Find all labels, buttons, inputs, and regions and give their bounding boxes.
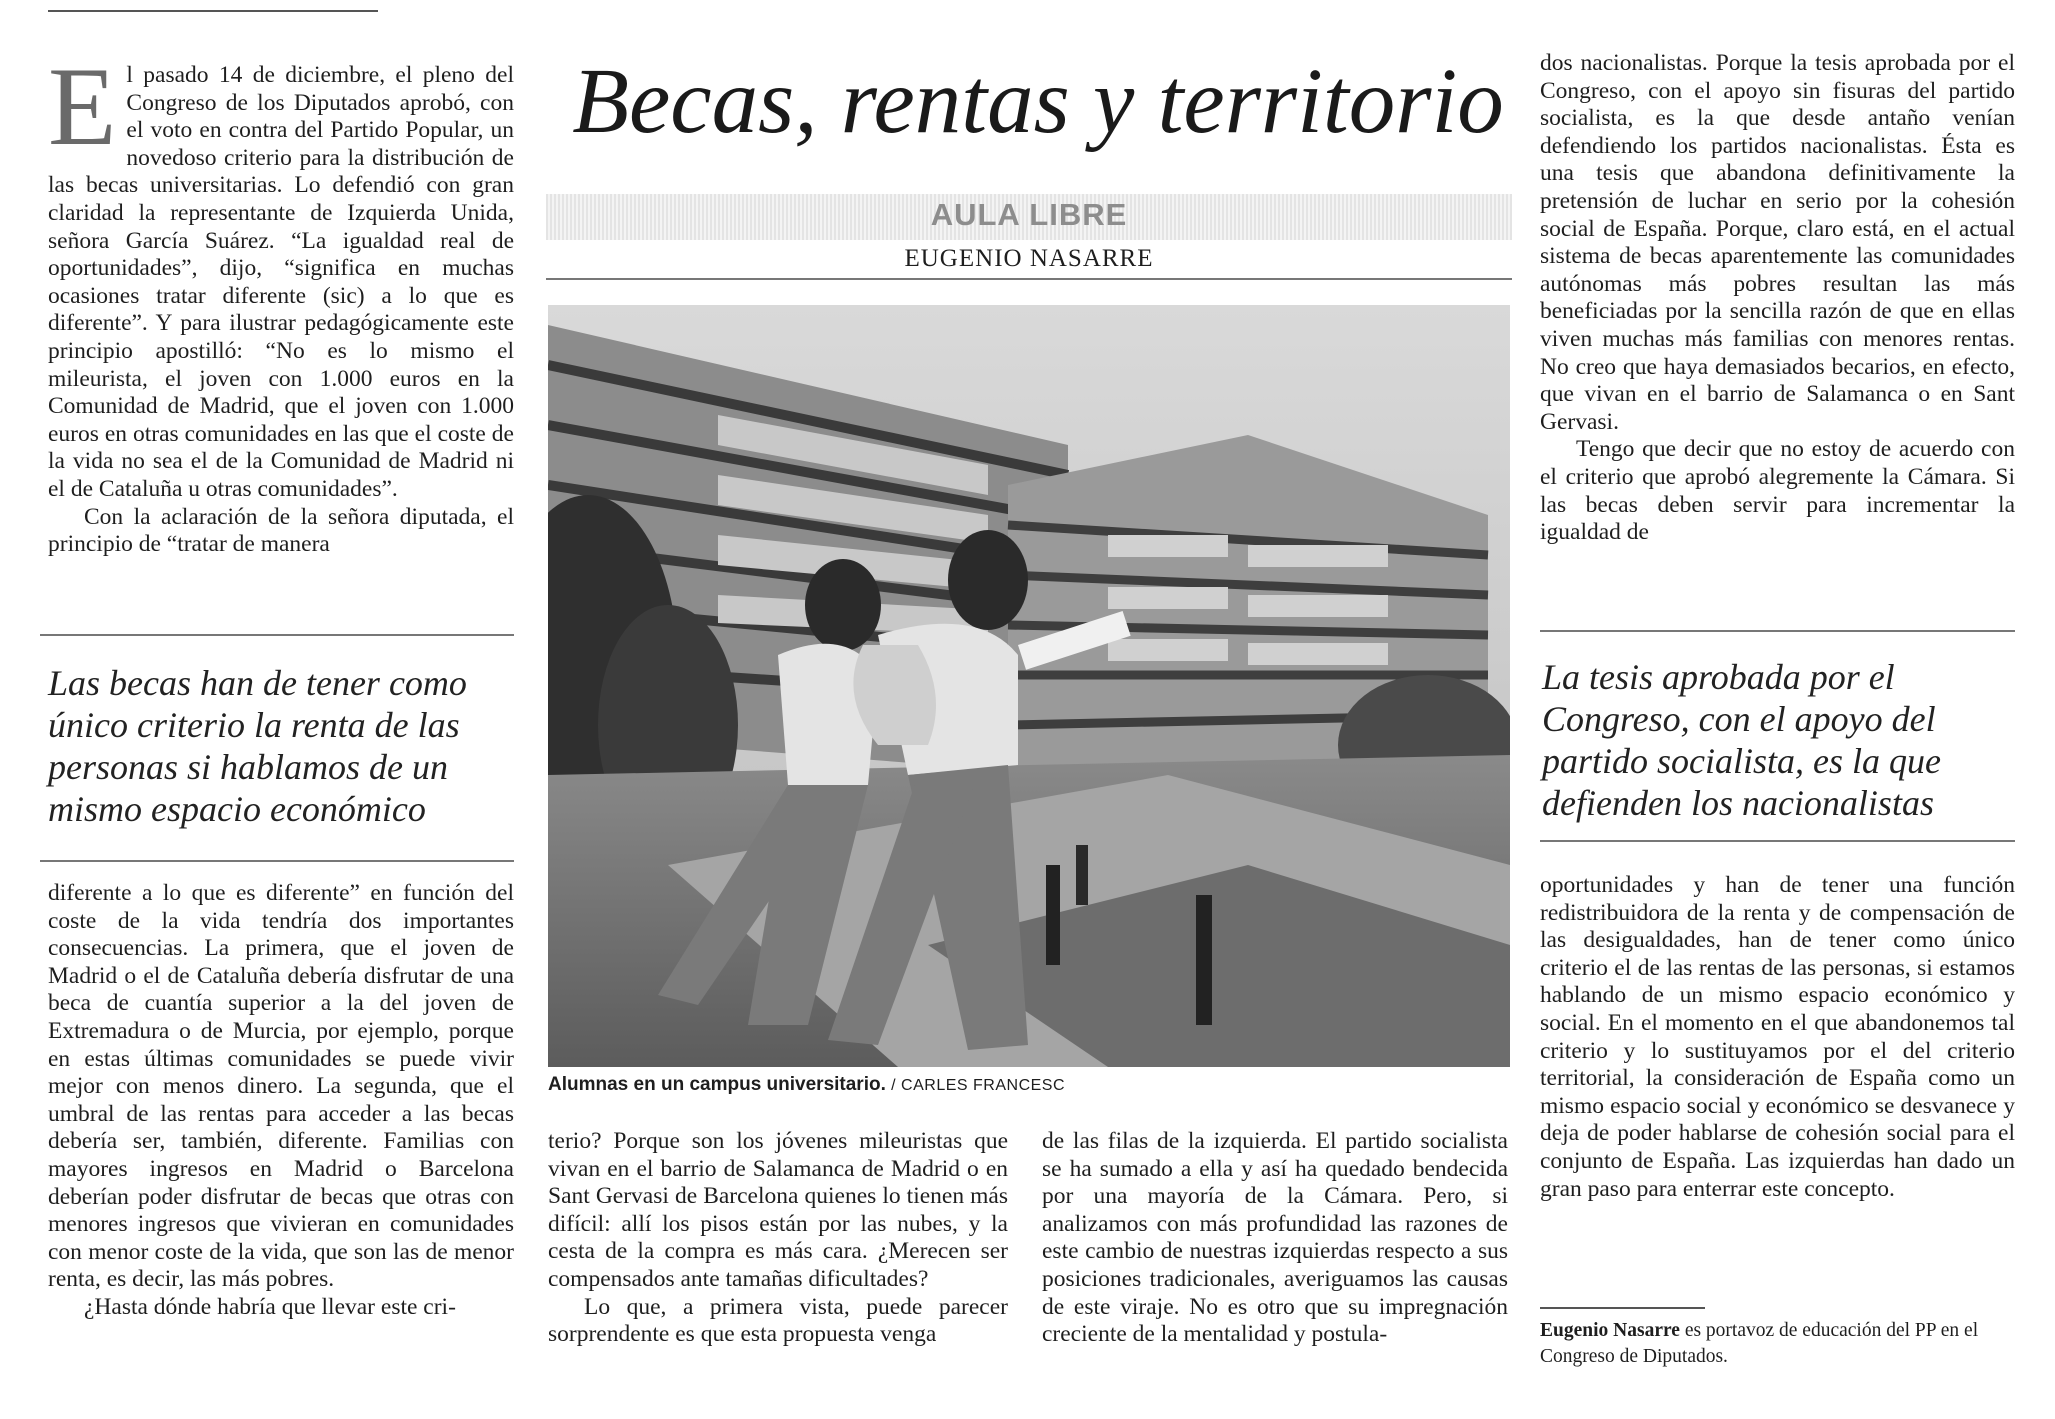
top-rule <box>48 10 378 12</box>
paragraph: de las filas de la izquierda. El partido socialista se ha sumado a ella y así ha quedado bendecida por una mayoría de la Cámara. Pero, si analizamos con más profundidad las razones de este cambio de nuestras izquierdas respecto a sus posiciones tradicionales, averiguamos las causas de este viraje. No es otro que su impregnación creciente de la mentalidad y postula- <box>1042 1128 1508 1348</box>
photo-caption <box>548 1074 1510 1096</box>
divider <box>40 860 514 862</box>
campus-photo <box>548 305 1510 1067</box>
divider <box>1540 630 2015 632</box>
paragraph: terio? Porque son los jóvenes mileuristas que vivan en el barrio de Salamanca de Madrid o en Sant Gervasi de Barcelona quienes lo tienen más difícil: allí los pisos están por las nubes, y la cesta de la compra es más cara. ¿Merecen ser compensados ante tamañas dificultades? <box>548 1128 1008 1292</box>
column-4-bottom <box>1540 872 2015 1203</box>
drop-cap: E <box>48 45 117 169</box>
column-1-bottom <box>48 880 514 1322</box>
divider <box>546 278 1512 280</box>
paragraph: l pasado 14 de diciembre, el pleno del Congreso de los Diputados aprobó, con el voto en contra del Partido Popular, un novedoso criterio para la distribución de las becas universitarias. Lo defendió con gran claridad la representante de Izquierda Unida, señora García Suárez. “La igualdad real de oportunidades”, dijo, “significa en muchas ocasiones tratar diferente (sic) a lo que es diferente”. Y para ilustrar pedagógicamente este principio apostilló: “No es lo mismo el mileurista, el joven con 1.000 euros en la Comunidad de Madrid, que el joven con 1.000 euros en otras comunidades en las que el coste de la vida no sea el de la Comunidad de Madrid ni el de Cataluña u otras comunidades”. <box>48 62 514 502</box>
campus-photo-image <box>548 305 1510 1067</box>
paragraph: Lo que, a primera vista, puede parecer sorprendente es que esta propuesta venga <box>548 1293 1008 1348</box>
column-2-bottom <box>548 1128 1008 1349</box>
column-4-top <box>1540 50 2015 547</box>
column-1-top <box>48 45 514 559</box>
headline: Becas, rentas y territorio <box>572 50 1504 153</box>
divider <box>40 634 514 636</box>
paragraph: dos nacionalistas. Porque la tesis aprobada por el Congreso, con el apoyo sin fisuras del partido socialista, es la que desde antaño venían defendiendo los partidos nacionalistas. Ésta es una tesis que abandona definitivamente la pretensión de luchar en serio por la cohesión social de España. Porque, claro está, en el actual sistema de becas aparentemente las comunidades autónomas más pobres resultan las más beneficiadas por la sencilla razón de que en ellas viven muchas más familias con menores rentas. No creo que haya demasiados becarios, en efecto, que vivan en el barrio de Salamanca o en Sant Gervasi. <box>1540 50 2015 435</box>
paragraph: Con la aclaración de la señora diputada, el principio de “tratar de manera <box>48 503 514 558</box>
bio-text: es portavoz de educación del PP en el Congreso de Diputados. <box>1540 1320 1979 1367</box>
column-3-bottom <box>1042 1128 1508 1349</box>
pull-quote-right: La tesis aprobada por el Congreso, con el apoyo del partido socialista, es la que defienden los nacionalistas <box>1542 657 1941 823</box>
section-label: AULA LIBRE <box>930 197 1128 232</box>
bio-name: Eugenio Nasarre <box>1540 1320 1680 1341</box>
pull-quote-left: Las becas han de tener como único criterio la renta de las personas si hablamos de un mismo espacio económico <box>48 663 467 829</box>
paragraph: diferente a lo que es diferente” en función del coste de la vida tendría dos importantes consecuencias. La primera, que el joven de Madrid o el de Cataluña debería disfrutar de una beca de cuantía superior a la del joven de Extremadura o de Murcia, por ejemplo, porque en estas últimas comunidades se puede vivir mejor con menos dinero. La segunda, que el umbral de las rentas para acceder a las becas debería ser, también, diferente. Familias con mayores ingresos en Madrid o Barcelona deberían poder disfrutar de becas que otras con menores ingresos que vivieran en comunidades con menor coste de la vida, que son las de menor renta, es decir, las más pobres. <box>48 880 514 1293</box>
paragraph: ¿Hasta dónde habría que llevar este cri- <box>84 1293 456 1320</box>
author-byline: EUGENIO NASARRE <box>904 245 1154 272</box>
paragraph: Tengo que decir que no estoy de acuerdo con el criterio que aprobó alegremente la Cámara. Si las becas deben servir para incrementar la igualdad de <box>1540 436 2015 546</box>
author-bio <box>1540 1318 2015 1370</box>
photo-credit: / CARLES FRANCESC <box>891 1077 1066 1094</box>
divider <box>1540 840 2015 842</box>
caption-text: Alumnas en un campus universitario. <box>548 1074 886 1095</box>
paragraph: oportunidades y han de tener una función redistribuidora de la renta y de compensación de las desigualdades, han de tener como único criterio el de las rentas de las personas, si estamos hablando de un mismo espacio económico y social. En el momento en el que abandonemos tal criterio y lo sustituyamos por el del criterio territorial, la consideración de España como un mismo espacio social y económico se desvanece y deja de poder hablarse de cohesión social para el conjunto de España. Las izquierdas han dado un gran paso para enterrar este concepto. <box>1540 872 2015 1202</box>
bio-rule <box>1540 1307 1705 1309</box>
